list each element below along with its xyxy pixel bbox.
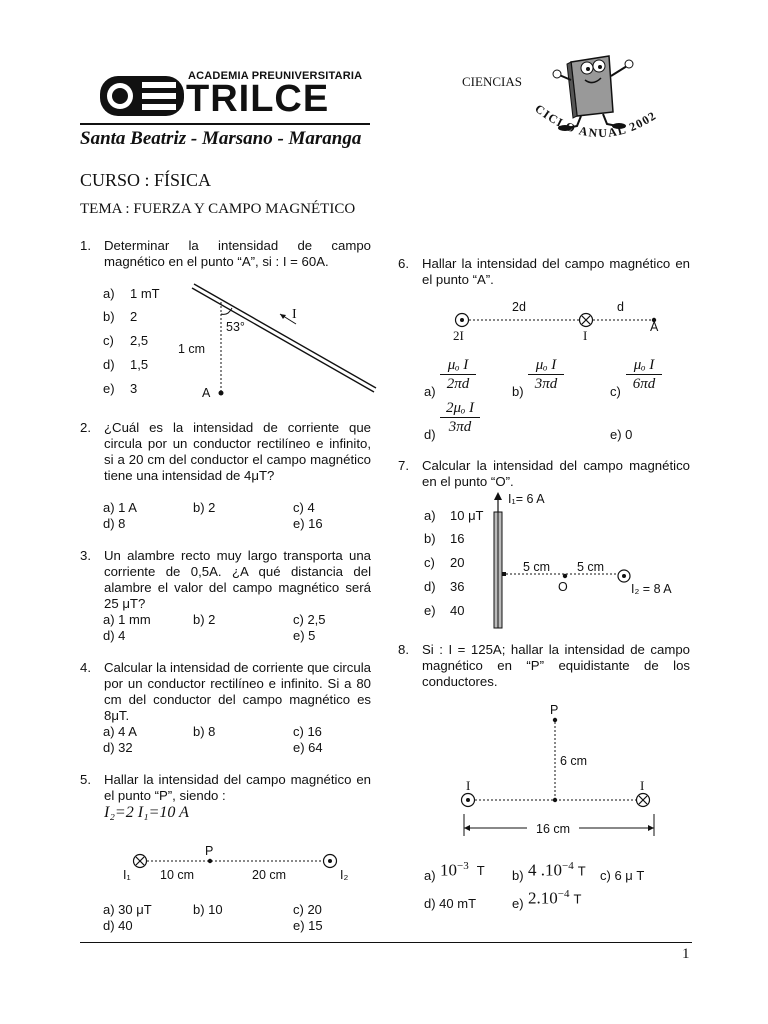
option-value: 2,5: [130, 333, 149, 348]
option-c: c) 4: [293, 500, 315, 515]
option-value: 3: [130, 381, 138, 396]
current-i-label: I: [583, 328, 588, 343]
academy-name: ACADEMIA PREUNIVERSITARIA: [188, 70, 363, 82]
option-label: a): [424, 508, 436, 523]
footer-rule: [80, 942, 692, 943]
point-p-label: P: [205, 844, 214, 858]
distance-label: 1 cm: [178, 342, 206, 356]
option-value: 10 μT: [450, 508, 484, 523]
question-5: [80, 772, 371, 804]
option-label: b): [424, 531, 436, 546]
fraction-a: $\frac{\text{μₒ I}}{2\pi d}$: [440, 356, 476, 393]
option-d: d) 40 mT: [424, 896, 477, 911]
value-b: 4 $.10^{-4}$ T: [528, 860, 586, 880]
option-label: d): [424, 579, 436, 594]
option-b: b) 2: [193, 612, 216, 627]
option-value: 1,5: [130, 357, 149, 372]
figure-7: [490, 492, 640, 632]
option-d: d): [424, 427, 436, 442]
ciencias-label: CIENCIAS: [462, 74, 522, 89]
svg-text:CICLO ANUAL 2002: [532, 101, 659, 140]
option-label: d): [103, 357, 115, 372]
ciclo-label: CICLO ANUAL 2002: [532, 101, 660, 141]
question-text: Calcular la intensidad del campo magnético en el punto “O”.: [422, 458, 690, 489]
i1-label: I₁= 6 A: [508, 492, 545, 506]
point-p-label: P: [550, 703, 559, 717]
option-d: d) 40: [103, 918, 133, 933]
fraction-c: $\frac{\text{μₒ I}}{6\pi d}$: [626, 356, 662, 393]
value-e: $2.10^{-4}$ T: [528, 888, 582, 908]
course-title: CURSO : FÍSICA: [80, 170, 212, 190]
height-label: 6 cm: [560, 754, 588, 768]
option-c: c) 20: [293, 902, 322, 917]
point-o-label: O: [558, 580, 568, 594]
question-number: 2.: [80, 420, 91, 435]
value-a: $10^{-3}$ T: [440, 860, 485, 880]
question-8: [398, 642, 690, 690]
option-c: c): [610, 384, 621, 399]
question-2: [80, 420, 371, 500]
dist-d-label: d: [617, 300, 624, 314]
i2-label: I₂ = 8 A: [631, 582, 672, 596]
trilce-logo-icon: [98, 72, 186, 120]
question-number: 7.: [398, 458, 409, 473]
option-label: c): [424, 555, 435, 570]
figure-8: [455, 700, 675, 840]
fraction-d: $\frac{\text{2μₒ I}}{3\pi d}$: [440, 399, 480, 436]
option-e: e) 5: [293, 628, 316, 643]
option-a: a) 30 μT: [103, 902, 152, 917]
current-label: I: [292, 307, 297, 322]
option-d: d) 32: [103, 740, 133, 755]
header-rule: [80, 123, 370, 125]
option-c: c) 2,5: [293, 612, 326, 627]
option-c: c) 6 μ T: [600, 868, 645, 883]
angle-label: 53°: [226, 320, 245, 334]
option-e: e) 64: [293, 740, 323, 755]
option-b: b) 2: [193, 500, 216, 515]
point-label: A: [202, 386, 211, 400]
question-7: [398, 458, 690, 490]
option-value: 20: [450, 555, 465, 570]
point-a-label: A: [650, 320, 659, 334]
current-left-label: I: [466, 778, 471, 793]
logo: [98, 70, 363, 122]
option-label: a): [103, 286, 115, 301]
locations: Santa Beatriz - Marsano - Maranga: [80, 128, 362, 149]
question-6: [398, 256, 690, 288]
question-text: Un alambre recto muy largo transporta una corriente de 0,5A. ¿A qué distancia del alambre el valor del campo magnético será 25 μT?: [104, 548, 371, 611]
option-value: 2: [130, 309, 138, 324]
current-right-label: I: [640, 778, 645, 793]
dist-5-left-label: 5 cm: [523, 560, 551, 574]
option-b: b): [512, 384, 524, 399]
width-label: 16 cm: [536, 822, 571, 836]
question-3: [80, 548, 371, 612]
dist-2d-label: 2d: [512, 300, 526, 314]
question-text: Hallar la intensidad del campo magnético en el punto “P”, siendo :: [104, 772, 371, 803]
option-label: b): [103, 309, 115, 324]
option-b: b) 10: [193, 902, 223, 917]
question-text: Determinar la intensidad de campo magnético en el punto “A”, si : I = 60A.: [104, 238, 371, 269]
option-value: 16: [450, 531, 465, 546]
option-b: b): [512, 868, 524, 883]
dist-10-label: 10 cm: [160, 868, 195, 882]
option-e: e) 0: [610, 427, 633, 442]
question-4: [80, 660, 371, 724]
i1-label: I₁: [123, 868, 131, 882]
option-e: e): [512, 896, 524, 911]
question-number: 5.: [80, 772, 91, 787]
page-number: 1: [682, 946, 690, 962]
option-b: b) 8: [193, 724, 216, 739]
current-2i-label: 2I: [453, 328, 464, 343]
option-value: 40: [450, 603, 465, 618]
question-number: 8.: [398, 642, 409, 657]
option-c: c) 16: [293, 724, 322, 739]
formula: I₂=2 I₁=10 A: [104, 804, 189, 821]
option-e: e) 15: [293, 918, 323, 933]
question-text: Hallar la intensidad del campo magnético en el punto “A”.: [422, 256, 690, 287]
option-a: a): [424, 868, 436, 883]
dist-5-right-label: 5 cm: [577, 560, 605, 574]
option-d: d) 8: [103, 516, 126, 531]
brand-name: TRILCE: [186, 78, 330, 120]
option-value: 36: [450, 579, 465, 594]
question-number: 3.: [80, 548, 91, 563]
i2-label: I₂: [340, 868, 349, 882]
ciclo-arc: [528, 100, 668, 160]
question-number: 6.: [398, 256, 409, 271]
figure-1: [180, 280, 380, 400]
fraction-b: $\frac{\text{μₒ I}}{3\pi d}$: [528, 356, 564, 393]
question-number: 4.: [80, 660, 91, 675]
dist-20-label: 20 cm: [252, 868, 287, 882]
option-a: a) 1 A: [103, 500, 137, 515]
option-label: c): [103, 333, 114, 348]
question-text: Si : I = 125A; hallar la intensidad de campo magnético en “P” equidistante de los conductores.: [422, 642, 690, 689]
question-text: Calcular la intensidad de corriente que circula por un conductor rectilíneo e infinito. Si a 80 cm del conductor del campo magnético es 8μT.: [104, 660, 371, 723]
option-d: d) 4: [103, 628, 126, 643]
option-label: e): [424, 603, 436, 618]
topic-title: TEMA : FUERZA Y CAMPO MAGNÉTICO: [80, 201, 356, 217]
question-number: 1.: [80, 238, 91, 253]
option-a: a) 1 mm: [103, 612, 151, 627]
option-e: e) 16: [293, 516, 323, 531]
option-value: 1 mT: [130, 286, 160, 301]
figure-6: [452, 308, 672, 338]
option-a: a): [424, 384, 436, 399]
option-label: e): [103, 381, 115, 396]
question-text: ¿Cuál es la intensidad de corriente que circula por un conductor rectilíneo e infinito, si a 20 cm del conductor el campo magnético tiene una intensidad de 4μT?: [104, 420, 371, 483]
option-a: a) 4 A: [103, 724, 137, 739]
